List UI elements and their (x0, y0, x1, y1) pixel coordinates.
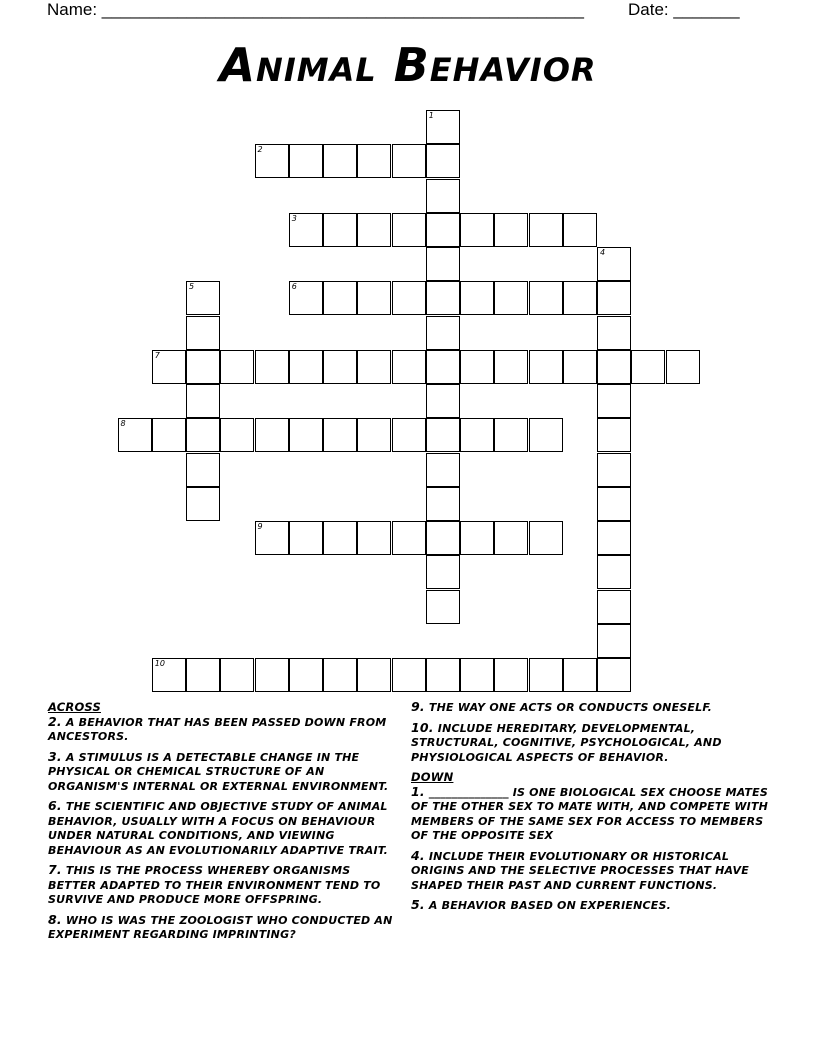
crossword-cell[interactable] (529, 521, 563, 555)
crossword-cell[interactable] (529, 658, 563, 692)
clue-number-label: 6 (291, 282, 297, 292)
crossword-cell[interactable] (289, 418, 323, 452)
crossword-cell[interactable] (289, 213, 323, 247)
crossword-cell[interactable] (323, 213, 357, 247)
crossword-cell[interactable] (289, 281, 323, 315)
crossword-cell[interactable] (494, 521, 528, 555)
crossword-cell[interactable] (357, 521, 391, 555)
crossword-cell[interactable] (357, 418, 391, 452)
crossword-cell[interactable] (186, 384, 220, 418)
crossword-cell[interactable] (494, 213, 528, 247)
crossword-cell[interactable] (118, 418, 152, 452)
clue-number-label: 1 (428, 111, 434, 120)
crossword-cell[interactable] (494, 281, 528, 315)
crossword-cell[interactable] (323, 350, 357, 384)
clue-number-label: 9 (257, 522, 263, 531)
clue-number: 1. (411, 783, 425, 799)
crossword-cell[interactable] (529, 350, 563, 384)
crossword-cell[interactable] (220, 418, 254, 452)
crossword-cell[interactable] (392, 521, 426, 555)
crossword-cell[interactable] (426, 658, 460, 692)
crossword-cell[interactable] (255, 418, 289, 452)
crossword-cell[interactable] (597, 453, 631, 487)
clue-text: A BEHAVIOR THAT HAS BEEN PASSED DOWN FROM ANCESTORS. (48, 715, 387, 743)
crossword-cell[interactable] (323, 658, 357, 692)
crossword-cell[interactable] (392, 418, 426, 452)
crossword-cell[interactable] (186, 453, 220, 487)
crossword-cell[interactable] (323, 281, 357, 315)
crossword-cell[interactable] (186, 418, 220, 452)
clue-number-label: 4 (600, 248, 606, 257)
clues-column-right (411, 700, 771, 919)
crossword-cell[interactable] (289, 521, 323, 555)
crossword-cell[interactable] (255, 144, 289, 178)
clue-number-label: 8 (120, 419, 126, 429)
crossword-cell[interactable] (597, 555, 631, 589)
crossword-cell[interactable] (597, 590, 631, 624)
crossword-cell[interactable] (563, 658, 597, 692)
crossword-cell[interactable] (323, 418, 357, 452)
crossword-cell[interactable] (529, 281, 563, 315)
crossword-cell[interactable] (460, 418, 494, 452)
crossword-cell[interactable] (152, 418, 186, 452)
crossword-cell[interactable] (666, 350, 700, 384)
crossword-cell[interactable] (494, 658, 528, 692)
crossword-cell[interactable] (426, 213, 460, 247)
crossword-cell[interactable] (563, 281, 597, 315)
crossword-cell[interactable] (460, 350, 494, 384)
clue-number: 4. (411, 847, 425, 863)
crossword-cell[interactable] (426, 590, 460, 624)
clue-number-label: 5 (189, 282, 195, 292)
crossword-cell[interactable] (597, 384, 631, 418)
clue-number: 10. (411, 719, 434, 735)
crossword-cell[interactable] (426, 453, 460, 487)
clue-down-1 (411, 785, 771, 844)
crossword-cell[interactable] (597, 247, 631, 281)
clue-number-label: 3 (291, 213, 297, 223)
crossword-cell[interactable] (460, 658, 494, 692)
crossword-cell[interactable] (357, 281, 391, 315)
crossword-cell[interactable] (494, 418, 528, 452)
crossword-cell[interactable] (357, 144, 391, 178)
clue-number: 6. (48, 798, 62, 813)
clue-text: WHO IS WAS THE ZOOLOGIST WHO CONDUCTED AN EXPERIMENT REGARDING IMPRINTING? (48, 913, 393, 941)
clue-number-label: 2 (257, 145, 263, 155)
clue-down-5 (411, 898, 771, 914)
crossword-cell[interactable] (186, 350, 220, 384)
crossword-cell[interactable] (426, 247, 460, 281)
crossword-cell[interactable] (255, 658, 289, 692)
clue-text: THIS IS THE PROCESS WHEREBY ORGANISMS BETTER ADAPTED TO THEIR ENVIRONMENT TEND TO SURVIVE AND PRODUCE MORE OFFSPRING. (48, 864, 381, 906)
crossword-cell[interactable] (426, 350, 460, 384)
clue-number: 9. (411, 699, 425, 714)
clue-text: ______________ IS ONE BIOLOGICAL SEX CHOOSE MATES OF THE OTHER SEX TO MATE WITH, AND COMPETE WITH MEMBERS OF THE SAME SEX FOR ACCESS TO MEMBERS OF THE OPPOSITE SEX (411, 785, 769, 842)
crossword-cell[interactable] (426, 384, 460, 418)
crossword-cell[interactable] (152, 350, 186, 384)
crossword-cell[interactable] (255, 350, 289, 384)
crossword-cell[interactable] (460, 281, 494, 315)
clue-text: A BEHAVIOR BASED ON EXPERIENCES. (428, 899, 671, 912)
crossword-cell[interactable] (220, 658, 254, 692)
crossword-cell[interactable] (186, 658, 220, 692)
crossword-cell[interactable] (597, 658, 631, 692)
crossword-cell[interactable] (631, 350, 665, 384)
crossword-cell[interactable] (186, 316, 220, 350)
crossword-cell[interactable] (597, 418, 631, 452)
clue-across-6 (48, 799, 393, 858)
crossword-cell[interactable] (563, 213, 597, 247)
crossword-cell[interactable] (323, 521, 357, 555)
crossword-cell[interactable] (597, 281, 631, 315)
clue-across-3 (48, 750, 393, 795)
across-heading: ACROSS (48, 700, 101, 714)
crossword-cell[interactable] (220, 350, 254, 384)
crossword-cell[interactable] (460, 521, 494, 555)
crossword-cell[interactable] (152, 658, 186, 692)
down-heading: DOWN (411, 770, 454, 784)
clue-text: THE SCIENTIFIC AND OBJECTIVE STUDY OF ANIMAL BEHAVIOR, USUALLY WITH A FOCUS ON BEHAVIOUR UNDER NATURAL CONDITIONS, AND VIEWING BEHAVIOUR AS AN EVOLUTIONARILY ADAPTIVE TRAIT. (48, 800, 388, 857)
crossword-cell[interactable] (186, 281, 220, 315)
clue-across-10 (411, 721, 771, 766)
crossword-cell[interactable] (289, 144, 323, 178)
crossword-cell[interactable] (426, 144, 460, 178)
crossword-cell[interactable] (597, 350, 631, 384)
clue-number-label: 10 (154, 659, 165, 668)
crossword-cell[interactable] (392, 658, 426, 692)
crossword-cell[interactable] (186, 487, 220, 521)
crossword-cell[interactable] (426, 316, 460, 350)
crossword-cell[interactable] (529, 213, 563, 247)
clue-number: 3. (48, 748, 62, 764)
clue-across-8 (48, 913, 393, 943)
crossword-cell[interactable] (597, 521, 631, 555)
clue-text: INCLUDE THEIR EVOLUTIONARY OR HISTORICAL ORIGINS AND THE SELECTIVE PROCESSES THAT HAVE SHAPED THEIR PAST AND CURRENT FUNCTIONS. (411, 849, 749, 892)
clue-number: 7. (48, 862, 62, 877)
crossword-cell[interactable] (323, 144, 357, 178)
clue-down-4 (411, 849, 771, 894)
crossword-cell[interactable] (460, 213, 494, 247)
crossword-cell[interactable] (426, 487, 460, 521)
clue-text: INCLUDE HEREDITARY, DEVELOPMENTAL, STRUCTURAL, COGNITIVE, PSYCHOLOGICAL, AND PHYSIOLOGICAL ASPECTS OF BEHAVIOR. (411, 721, 722, 764)
crossword-cell[interactable] (597, 487, 631, 521)
clue-text: THE WAY ONE ACTS OR CONDUCTS ONESELF. (428, 701, 712, 714)
clue-text: A STIMULUS IS A DETECTABLE CHANGE IN THE PHYSICAL OR CHEMICAL STRUCTURE OF AN ORGANISM'S INTERNAL OR EXTERNAL ENVIRONMENT. (48, 750, 389, 793)
crossword-cell[interactable] (426, 281, 460, 315)
crossword-cell[interactable] (392, 281, 426, 315)
clue-number: 5. (411, 897, 425, 912)
clue-number-label: 7 (154, 350, 160, 360)
crossword-cell[interactable] (426, 179, 460, 213)
crossword-cell[interactable] (563, 350, 597, 384)
crossword-cell[interactable] (494, 350, 528, 384)
crossword-cell[interactable] (392, 144, 426, 178)
crossword-cell[interactable] (426, 110, 460, 144)
clue-across-9 (411, 700, 771, 716)
clue-across-2 (48, 715, 393, 745)
clue-across-7 (48, 863, 393, 908)
name-field-label: Name: ___________________________________________________ (47, 0, 584, 19)
crossword-cell[interactable] (289, 350, 323, 384)
crossword-cell[interactable] (597, 624, 631, 658)
crossword-cell[interactable] (597, 316, 631, 350)
crossword-cell[interactable] (357, 658, 391, 692)
page-title: Animal Behavior (219, 38, 597, 92)
crossword-cell[interactable] (426, 418, 460, 452)
clue-number: 8. (48, 911, 62, 927)
crossword-cell[interactable] (529, 418, 563, 452)
crossword-cell[interactable] (357, 213, 391, 247)
crossword-cell[interactable] (426, 555, 460, 589)
crossword-cell[interactable] (289, 658, 323, 692)
crossword-cell[interactable] (392, 350, 426, 384)
crossword-cell[interactable] (392, 213, 426, 247)
crossword-cell[interactable] (255, 521, 289, 555)
clues-column-left (48, 700, 393, 948)
date-field-label: Date: _______ (628, 0, 740, 19)
clue-number: 2. (48, 713, 62, 729)
crossword-cell[interactable] (357, 350, 391, 384)
crossword-cell[interactable] (426, 521, 460, 555)
